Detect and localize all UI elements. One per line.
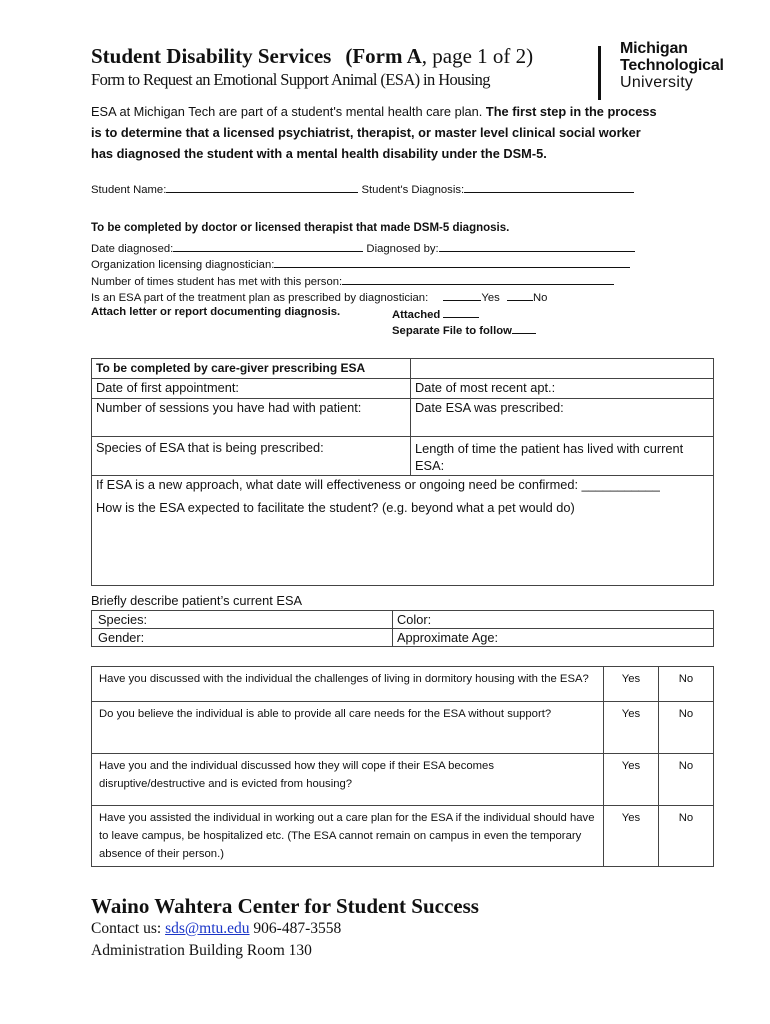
question-yes[interactable]: Yes xyxy=(604,667,659,702)
esa-gender-cell[interactable]: Gender: xyxy=(92,629,393,647)
intro-text: ESA at Michigan Tech are part of a student's mental health care plan. xyxy=(91,104,486,119)
separate-file-field[interactable] xyxy=(512,322,536,334)
esa-part-row xyxy=(91,289,547,304)
esa-color-cell[interactable]: Color: xyxy=(393,611,714,629)
student-diagnosis-label: Student's Diagnosis: xyxy=(361,184,465,196)
student-info-row xyxy=(91,181,634,196)
question-no[interactable]: No xyxy=(659,702,714,754)
org-license-field[interactable] xyxy=(274,256,630,268)
form-title xyxy=(91,44,533,69)
questions-table xyxy=(91,666,714,867)
esa-species-cell[interactable]: Species: xyxy=(92,611,393,629)
university-logo xyxy=(620,40,724,91)
contact-label: Contact us: xyxy=(91,920,166,937)
sessions-cell[interactable]: Number of sessions you have had with patient: xyxy=(92,399,411,437)
attached-row xyxy=(392,306,479,321)
logo-line-3: University xyxy=(620,74,694,91)
email-link[interactable]: sds@mtu.edu xyxy=(165,920,250,937)
student-diagnosis-field[interactable] xyxy=(464,181,634,193)
attached-field[interactable] xyxy=(443,306,479,318)
department-name: Student Disability Services xyxy=(91,44,332,68)
separate-file-label: Separate File to follow xyxy=(392,325,512,337)
form-paren: ( xyxy=(345,44,353,68)
esa-part-no-field[interactable] xyxy=(507,289,533,301)
logo-line-1: Michigan xyxy=(620,40,688,57)
diagnosed-by-field[interactable] xyxy=(439,240,635,252)
doctor-section-heading: To be completed by doctor or licensed therapist that made DSM-5 diagnosis. xyxy=(91,222,510,234)
center-name: Waino Wahtera Center for Student Success xyxy=(91,894,479,918)
form-subtitle: Form to Request an Emotional Support Animal (ESA) in Housing xyxy=(91,70,490,89)
current-esa-heading: Briefly describe patient’s current ESA xyxy=(91,593,303,608)
page-info: , page 1 of 2) xyxy=(421,44,534,68)
date-diagnosed-row xyxy=(91,240,635,255)
diagnosed-by-label: Diagnosed by: xyxy=(366,243,439,255)
intro-bold-text: The first step in the process is to determine that a licensed psychiatrist, therapist, or master level clinical social worker has diagnosed the student with a mental health disability under the DSM-5. xyxy=(91,104,657,161)
logo-divider xyxy=(598,46,601,100)
logo-line-2: Technological xyxy=(620,57,724,74)
date-diagnosed-field[interactable] xyxy=(173,240,363,252)
caregiver-table xyxy=(91,358,714,586)
attached-label: Attached xyxy=(392,309,441,321)
esa-part-no-label: No xyxy=(532,292,548,304)
student-name-field[interactable] xyxy=(166,181,358,193)
form-label: Form A xyxy=(352,44,422,68)
question-text: Have you discussed with the individual the challenges of living in dormitory housing with the ESA? xyxy=(92,667,604,702)
phone-number: 906-487-3558 xyxy=(249,920,342,937)
student-name-label: Student Name: xyxy=(91,184,167,196)
esa-part-yes-field[interactable] xyxy=(443,289,481,301)
question-text: Have you and the individual discussed how they will cope if their ESA becomes disruptive/destructive and is evicted from housing? xyxy=(92,754,604,806)
question-yes[interactable]: Yes xyxy=(604,754,659,806)
org-license-label: Organization licensing diagnostician: xyxy=(91,259,275,271)
esa-part-label: Is an ESA part of the treatment plan as prescribed by diagnostician: xyxy=(91,292,429,304)
times-met-label: Number of times student has met with this person: xyxy=(91,276,343,288)
times-met-row xyxy=(91,273,614,288)
question-no[interactable]: No xyxy=(659,806,714,867)
esa-age-cell[interactable]: Approximate Age: xyxy=(393,629,714,647)
times-met-field[interactable] xyxy=(342,273,614,285)
first-appointment-cell[interactable]: Date of first appointment: xyxy=(92,379,411,399)
date-diagnosed-label: Date diagnosed: xyxy=(91,243,174,255)
question-no[interactable]: No xyxy=(659,754,714,806)
attach-instruction: Attach letter or report documenting diagnosis. xyxy=(91,306,341,318)
contact-line xyxy=(91,920,341,938)
current-esa-table xyxy=(91,610,714,647)
address-line: Administration Building Room 130 xyxy=(91,942,312,959)
caregiver-heading: To be completed by care-giver prescribing ESA xyxy=(92,359,411,379)
facilitate-cell[interactable]: How is the ESA expected to facilitate the student? (e.g. beyond what a pet would do) xyxy=(92,496,714,586)
caregiver-heading-blank xyxy=(411,359,714,379)
question-yes[interactable]: Yes xyxy=(604,702,659,754)
new-approach-cell[interactable]: If ESA is a new approach, what date will effectiveness or ongoing need be confirmed: ___________ xyxy=(92,476,714,496)
length-lived-cell[interactable]: Length of time the patient has lived with current ESA: xyxy=(411,437,714,476)
question-text: Have you assisted the individual in working out a care plan for the ESA if the individual should have to leave campus, be hospitalized etc. (The ESA cannot remain on campus in even the temporary absence of their person.) xyxy=(92,806,604,867)
question-text: Do you believe the individual is able to provide all care needs for the ESA without support? xyxy=(92,702,604,754)
esa-part-yes-label: Yes xyxy=(481,292,500,304)
intro-paragraph xyxy=(91,101,666,164)
question-no[interactable]: No xyxy=(659,667,714,702)
species-prescribed-cell[interactable]: Species of ESA that is being prescribed: xyxy=(92,437,411,476)
separate-file-row xyxy=(392,322,536,337)
org-license-row xyxy=(91,256,630,271)
date-prescribed-cell[interactable]: Date ESA was prescribed: xyxy=(411,399,714,437)
recent-appointment-cell[interactable]: Date of most recent apt.: xyxy=(411,379,714,399)
question-yes[interactable]: Yes xyxy=(604,806,659,867)
